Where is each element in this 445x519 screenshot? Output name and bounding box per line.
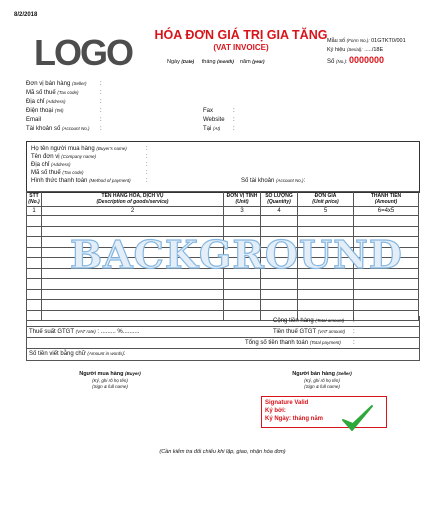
col-header-no: STT (No.) <box>28 193 40 205</box>
col-number: 2 <box>42 207 224 216</box>
invoice-title: HÓA ĐƠN GIÁ TRỊ GIA TĂNG <box>154 28 328 42</box>
amount-in-words-label: Số tiền viết bằng chữ (Amount in words): <box>29 351 126 357</box>
table-row <box>27 289 419 300</box>
buyer-company-row: Tên đơn vị (Company name) : <box>31 154 148 160</box>
print-date: 8/2/2018 <box>14 12 38 18</box>
checkmark-icon <box>340 404 374 434</box>
col-header-unit: ĐƠN VỊ TÍNH (Unit) <box>224 192 261 207</box>
table-number-row <box>27 207 419 216</box>
logo-text: LOGO <box>34 32 132 73</box>
totals-box <box>26 316 420 361</box>
table-header-row <box>27 192 419 207</box>
seller-tel-row: Điện thoại (Tel) : <box>26 108 102 114</box>
background-watermark: BACKGROUND <box>70 232 403 277</box>
seller-signature-area: Người bán hàng (Seller) (Ký, ghi rõ họ tên) (Sign & full name) <box>292 371 352 389</box>
grand-total-label: Tổng số tiền thanh toán (Total payment) : <box>245 340 355 346</box>
subtotal-label: Cộng tiền hàng (Total amount) : <box>273 318 355 324</box>
digital-signature-box: Signature Valid Ký bởi: Ký Ngày: tháng năm <box>261 396 387 428</box>
vat-amount-label: Tiền thuế GTGT (VAT amount) : <box>273 329 355 335</box>
table-row <box>27 279 419 290</box>
buyer-info-box <box>26 141 420 193</box>
date-line: Ngày (Date) tháng (month) năm (year) <box>167 59 265 65</box>
buyer-account: Số tài khoản (Account No.): <box>241 178 306 184</box>
seller-tax-row: Mã số thuế (Tax code) : <box>26 90 102 96</box>
seller-name-row: Đơn vị bán hàng (Seller) : <box>26 81 102 87</box>
buyer-signature-area: Người mua hàng (Buyer) (Ký, ghi rõ họ tên) (Sign & full name) <box>79 371 141 389</box>
col-number: 4 <box>261 207 298 216</box>
buyer-name-row: Họ tên người mua hàng (Buyer's name) : <box>31 146 148 152</box>
col-number: 5 <box>298 207 354 216</box>
seller-info-right <box>203 107 303 134</box>
table-row <box>27 216 419 227</box>
seller-info <box>26 80 186 134</box>
col-number: 3 <box>224 207 261 216</box>
seller-website-row: Website : <box>203 117 235 123</box>
buyer-payment-row: Hình thức thanh toán (Method of payment) : Số tài khoản (Account No.): <box>31 178 306 184</box>
buyer-tax-row: Mã số thuế (Tax code) : <box>31 170 148 176</box>
invoice-number: Số (No.): 0000000 <box>327 55 384 65</box>
col-header-description: TÊN HÀNG HÓA, DỊCH VỤ (Description of goods/service) <box>42 192 224 207</box>
col-header-amount: THÀNH TIỀN (Amount) <box>354 192 419 207</box>
seller-address-row: Địa chỉ (Address) : <box>26 99 102 105</box>
company-logo <box>32 32 132 73</box>
table-row <box>27 300 419 311</box>
seller-at-row: Tại (At) : <box>203 126 235 132</box>
buyer-address-row: Địa chỉ (Address) : <box>31 162 148 168</box>
serial-number: Ký hiệu (Serial): ...../18E <box>327 47 384 53</box>
col-header-quantity: SỐ LƯỢNG (Quantity) <box>261 192 298 207</box>
seller-email-row: Email : <box>26 117 102 123</box>
footer-note: (Cần kiểm tra đối chiếu khi lập, giao, nhận hóa đơn) <box>159 449 286 455</box>
col-number: 6=4x5 <box>354 207 419 216</box>
form-number: Mẫu số (Form No.): 01GTKT0/001 <box>327 38 406 44</box>
vat-rate-label: Thuế suất GTGT (VAT rate) : ......... %.......... <box>29 329 140 335</box>
seller-account-row: Tài khoản số (Account No.) : <box>26 126 102 132</box>
col-number: 1 <box>27 207 42 216</box>
col-header-unit-price: ĐƠN GIÁ (Unit price) <box>298 192 354 207</box>
invoice-subtitle: (VAT INVOICE) <box>213 43 269 52</box>
seller-fax-row: Fax : <box>203 108 235 114</box>
